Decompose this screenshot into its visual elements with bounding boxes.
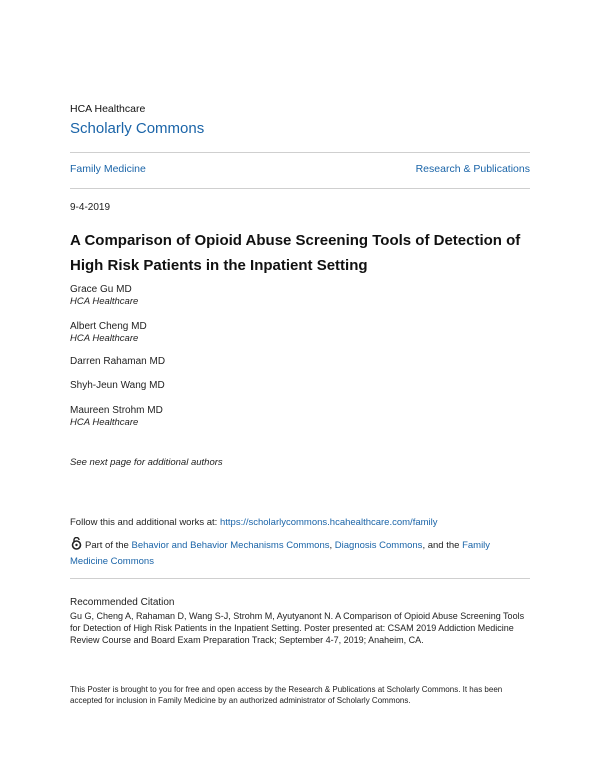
- collection-url-link[interactable]: https://scholarlycommons.hcahealthcare.com/family: [219, 517, 438, 528]
- author-affiliation: HCA Healthcare: [70, 296, 139, 307]
- publication-date: 9-4-2019: [70, 202, 111, 213]
- author-1: [70, 284, 138, 308]
- author-affiliation: HCA Healthcare: [70, 417, 139, 428]
- part-of-sep-1: ,: [329, 540, 335, 551]
- divider-nav: [70, 188, 530, 189]
- scholarly-commons-link[interactable]: Scholarly Commons: [70, 120, 205, 137]
- divider-citation: [70, 578, 530, 579]
- author-name: Darren Rahaman MD: [70, 356, 166, 367]
- footer-notice: This Poster is brought to you for free and open access by the Research & Publications at Scholarly Commons. It has been accepted for inclusion in Family Medicine by an authorized administrator of Scholarly Commons.: [70, 685, 503, 705]
- family-medicine-commons-link[interactable]: Family Medicine Commons: [70, 540, 491, 567]
- see-next-page-note: See next page for additional authors: [70, 457, 223, 468]
- author-3: [70, 356, 165, 368]
- citation-heading: Recommended Citation: [70, 597, 175, 608]
- part-of-prefix: Part of the: [85, 540, 132, 551]
- author-name: Shyh-Jeun Wang MD: [70, 380, 165, 391]
- open-access-icon: [70, 537, 83, 550]
- author-5: [70, 405, 163, 429]
- author-name: Maureen Strohm MD: [70, 405, 163, 416]
- author-2: [70, 321, 147, 345]
- follow-line: [70, 517, 438, 528]
- part-of-line: [70, 537, 530, 570]
- part-of-sep-2: , and the: [422, 540, 463, 551]
- author-name: Albert Cheng MD: [70, 321, 147, 332]
- citation-text: Gu G, Cheng A, Rahaman D, Wang S-J, Strohm M, Ayutyanont N. A Comparison of Opioid Abuse Screening Tools for Detection of High Risk Patients in the Inpatient Setting. Poster presented at: CSAM 2019 Addiction Medicine Review Course and Board Exam Preparation Track; September 4-7, 2019; Anaheim, CA.: [70, 611, 525, 645]
- author-4: [70, 380, 165, 392]
- institution-name: HCA Healthcare: [70, 103, 146, 115]
- family-medicine-link[interactable]: Family Medicine: [70, 163, 146, 175]
- author-name: Grace Gu MD: [70, 284, 132, 295]
- divider-top: [70, 152, 530, 153]
- document-title: A Comparison of Opioid Abuse Screening Tools of Detection of High Risk Patients in the Inpatient Setting: [70, 232, 521, 274]
- research-publications-link[interactable]: Research & Publications: [415, 163, 530, 175]
- collection-nav: [70, 163, 530, 175]
- behavior-commons-link[interactable]: Behavior and Behavior Mechanisms Commons: [131, 540, 330, 551]
- author-affiliation: HCA Healthcare: [70, 333, 139, 344]
- diagnosis-commons-link[interactable]: Diagnosis Commons: [334, 540, 423, 551]
- follow-prefix: Follow this and additional works at:: [70, 517, 220, 528]
